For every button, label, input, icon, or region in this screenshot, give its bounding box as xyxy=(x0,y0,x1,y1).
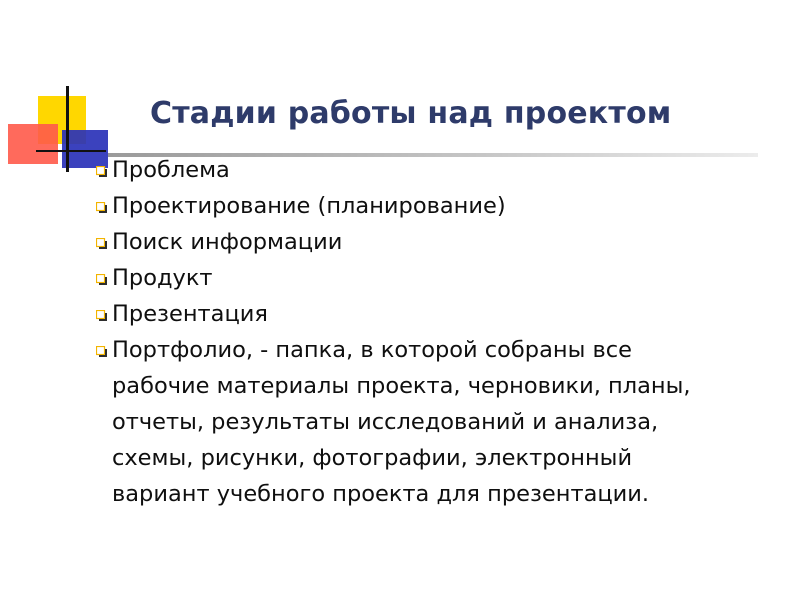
slide-title: Стадии работы над проектом xyxy=(150,96,672,131)
list-item xyxy=(96,152,736,188)
list-item xyxy=(96,260,736,296)
list-item-text: Продукт xyxy=(112,265,213,291)
vertical-line-decoration xyxy=(66,86,69,172)
list-item-text: Портфолио, - папка, в которой собраны все рабочие материалы проекта, черновики, планы, отчеты, результаты исследований и анализа, схемы, рисунки, фотографии, электронный вариант учебного проекта для презентации. xyxy=(112,337,691,507)
list-item-text: Проектирование (планирование) xyxy=(112,193,506,219)
square-outline-bullet-icon xyxy=(96,346,107,357)
list-item xyxy=(96,332,736,512)
square-outline-bullet-icon xyxy=(96,310,107,321)
list-item-text: Проблема xyxy=(112,157,230,183)
square-outline-bullet-icon xyxy=(96,166,107,177)
bullet-list xyxy=(96,152,736,512)
list-item-text: Поиск информации xyxy=(112,229,343,255)
list-item-text: Презентация xyxy=(112,301,268,327)
list-item xyxy=(96,296,736,332)
square-outline-bullet-icon xyxy=(96,274,107,285)
list-item xyxy=(96,224,736,260)
square-outline-bullet-icon xyxy=(96,238,107,249)
list-item xyxy=(96,188,736,224)
red-square-decoration xyxy=(8,124,58,164)
square-outline-bullet-icon xyxy=(96,202,107,213)
